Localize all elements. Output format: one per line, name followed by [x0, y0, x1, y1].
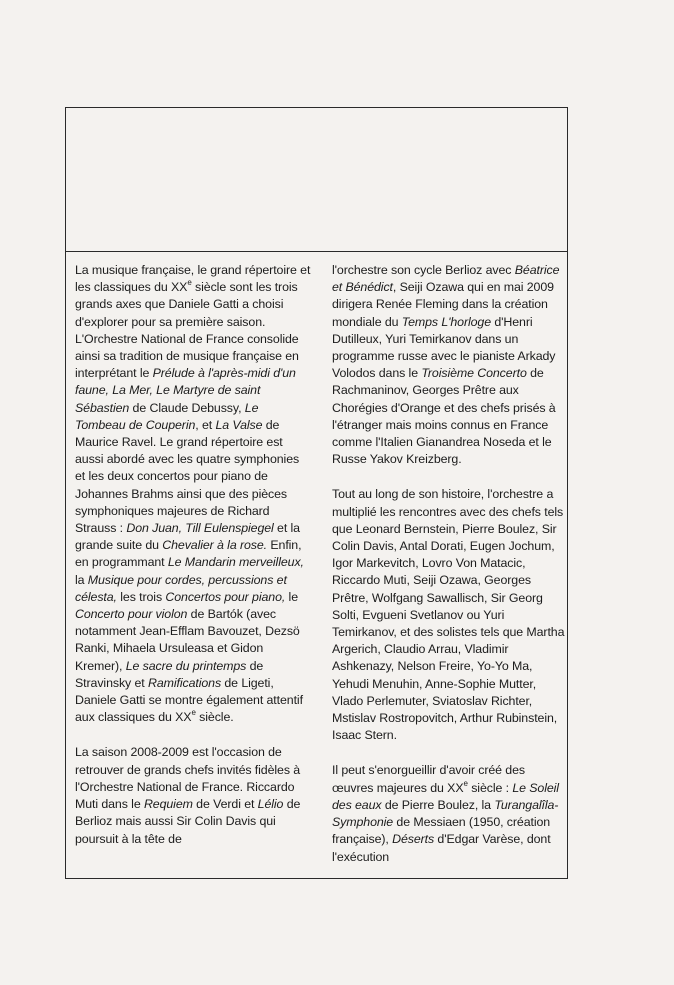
work-title: Troisième Concerto: [421, 366, 527, 381]
work-title: Musique pour cordes, percussions et célesta,: [75, 572, 287, 604]
work-title: La Valse: [215, 417, 263, 432]
text-run: de Messiaen (1950, création française),: [332, 815, 551, 847]
paragraph-premieres: [332, 762, 567, 865]
text-run: Tout au long de son histoire, l'orchestre a multiplié les rencontres avec des chefs tels que Leonard Bernstein, Pierre Boulez, Sir Colin Davis, Antal Dorati, Eugen Jochum, Igor Markevitch, Lovro Von Matacic, Riccardo Muti, Seiji Ozawa, Georges Prêtre, Wolfgang Sawallisch, Sir Georg Solti, Evgueni Svetlanov ou Yuri Temirkanov, et des solistes tels que Martha Argerich, Claudio Arrau, Vladimir Ashkenazy, Nelson Freire, Yo-Yo Ma, Yehudi Menuhin, Anne-Sophie Mutter, Vlado Perlemuter, Sviatoslav Richter, Mstislav Rostropovitch, Arthur Rubinstein, Isaac Stern.: [332, 487, 565, 743]
work-title: Don Juan, Till Eulenspiegel: [126, 521, 274, 536]
work-title: Ramifications: [147, 675, 222, 690]
text-run: et la grande suite du: [75, 521, 300, 553]
paragraph-repertoire: [75, 262, 311, 726]
work-title: Le sacre du printemps: [125, 658, 247, 673]
text-run: de Verdi et: [192, 797, 258, 812]
text-run: siècle :: [467, 780, 513, 795]
work-title: Béatrice et Bénédict: [332, 263, 560, 295]
work-title: Lélio: [257, 797, 284, 812]
work-title: Déserts: [392, 832, 435, 847]
work-title: Le Mandarin merveilleux,: [167, 555, 304, 570]
work-title: Prélude à l'après-midi d'un faune, La Mer, Le Martyre de saint Sébastien: [75, 366, 296, 415]
text-run: siècle sont les trois grands axes que Daniele Gatti a choisi d'explorer pour sa première saison. L'Orchestre National de France consolide ainsi sa tradition de musique française en interprétant le: [75, 280, 299, 381]
superscript: e: [463, 778, 468, 788]
work-title: Le Tombeau de Couperin: [75, 400, 259, 432]
work-title: Temps L'horloge: [401, 314, 492, 329]
text-run: siècle.: [195, 710, 234, 725]
text-run: Enfin, en programmant: [75, 538, 302, 570]
text-run: de Stravinsky et: [75, 658, 264, 690]
text-run: La saison 2008-2009 est l'occasion de retrouver de grands chefs invités fidèles à l'Orchestre National de France. Riccardo Muti dans le: [75, 745, 301, 812]
text-run: d'Edgar Varèse, dont l'exécution: [332, 832, 551, 864]
text-run: de Claude Debussy,: [129, 400, 245, 415]
work-title: Le Soleil des eaux: [332, 780, 559, 812]
left-text-column: [75, 262, 311, 848]
header-divider: [65, 251, 568, 252]
text-run: de Bartók (avec notamment Jean-Efflam Bavouzet, Dezsö Ranki, Mihaela Ursuleasa et Gidon Kremer),: [75, 607, 300, 673]
text-run: La musique française, le grand répertoire et les classiques du XX: [75, 263, 311, 295]
paragraph-guest-conductors: [332, 262, 567, 468]
text-run: de Berlioz mais aussi Sir Colin Davis qui poursuit à la tête de: [75, 797, 301, 846]
work-title: Requiem: [143, 797, 193, 812]
superscript: e: [187, 278, 192, 288]
paragraph-season: [75, 744, 311, 847]
text-run: le: [285, 589, 299, 604]
text-run: d'Henri Dutilleux, Yuri Temirkanov dans un programme russe avec le pianiste Arkady Volodos dans le: [332, 314, 556, 381]
superscript: e: [191, 708, 196, 718]
text-run: , et: [195, 417, 216, 432]
work-title: Turangalîla-Symphonie: [332, 797, 559, 830]
text-run: les trois: [116, 589, 166, 604]
text-run: de Rachmaninov, Georges Prêtre aux Chorégies d'Orange et des chefs prisés à l'étranger mais moins connus en France comme l'Italien Gianandrea Noseda et le Russe Yakov Kreizberg.: [332, 366, 556, 467]
text-run: de Maurice Ravel. Le grand répertoire est aussi abordé avec les quatre symphonies et les deux concertos pour piano de Johannes Brahms ainsi que des pièces symphoniques majeures de Richard Strauss :: [75, 417, 300, 536]
text-run: Il peut s'enorgueillir d'avoir créé des œuvres majeures du XX: [332, 763, 525, 795]
text-run: l'orchestre son cycle Berlioz avec: [332, 263, 515, 277]
work-title: Concertos pour piano,: [165, 589, 286, 604]
text-run: de Ligeti, Daniele Gatti se montre également attentif aux classiques du XX: [75, 675, 303, 725]
text-run: la: [75, 572, 88, 587]
work-title: Chevalier à la rose.: [162, 538, 268, 553]
text-run: , Seiji Ozawa qui en mai 2009 dirigera Renée Fleming dans la création mondiale du: [332, 280, 554, 329]
text-run: de Pierre Boulez, la: [381, 797, 495, 812]
work-title: Concerto pour violon: [75, 607, 188, 622]
paragraph-history: [332, 486, 567, 744]
right-text-column: [332, 262, 567, 866]
